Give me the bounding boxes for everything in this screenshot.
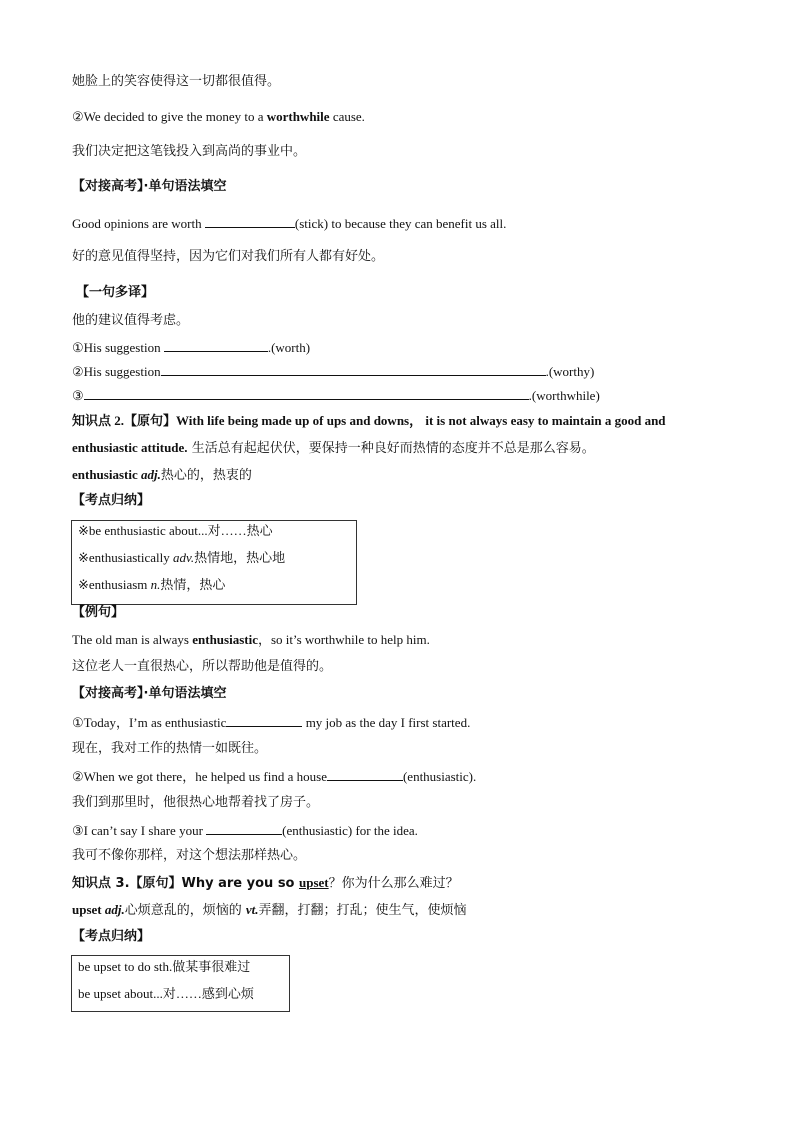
answer-blank[interactable]: [164, 337, 268, 352]
prompt-sentence: 他的建议值得考虑。: [72, 313, 190, 328]
section-heading: 【对接高考】·单句语法填空: [72, 179, 227, 194]
fill-in-question: Good opinions are worth (stick) to because they can benefit us all.: [72, 213, 506, 234]
vocab-definition: enthusiastic adj.热心的，热衷的: [72, 467, 252, 483]
section-heading: 【对接高考】·单句语法填空: [72, 686, 227, 701]
fill-in-question: ③I can’t say I share your (enthusiastic) for the idea.: [72, 820, 418, 841]
answer-blank[interactable]: [161, 361, 546, 376]
translation-line: 好的意见值得坚持，因为它们对我们所有人都有好处。: [72, 249, 385, 264]
knowledge-point-heading: 知识点 3.【原句】Why are you so upset？你为什么那么难过？: [72, 875, 459, 891]
translation-line: 我们到那里时，他很热心地帮着找了房子。: [72, 795, 320, 810]
translation-line: 现在，我对工作的热情一如既往。: [72, 741, 268, 756]
translation-line: 她脸上的笑容使得这一切都很值得。: [72, 74, 281, 89]
key-point: be upset about...对……感到心烦: [78, 986, 254, 1001]
answer-blank[interactable]: [327, 766, 403, 781]
translation-line: 我可不像你那样，对这个想法那样热心。: [72, 848, 307, 863]
key-points-box: [71, 955, 290, 1012]
answer-blank[interactable]: [206, 820, 282, 835]
knowledge-point-heading: 知识点 2.【原句】With life being made up of ups and downs， it is not always easy to maintain a good and: [72, 413, 666, 428]
key-points-box: [71, 520, 357, 605]
key-point: ※enthusiasm n.热情，热心: [78, 577, 226, 593]
translation-question: ②His suggestion .(worthy): [72, 361, 594, 382]
answer-blank[interactable]: [205, 213, 295, 228]
vocab-definition: upset adj.心烦意乱的，烦恼的 vt.弄翻，打翻；打乱；使生气，使烦恼: [72, 902, 467, 918]
key-point: ※be enthusiastic about...对……热心: [78, 523, 273, 538]
section-heading: 【考点归纳】: [72, 493, 151, 508]
translation-question: ③ .(worthwhile): [72, 385, 600, 406]
translation-line: 这位老人一直很热心，所以帮助他是值得的。: [72, 659, 333, 674]
example-sentence: The old man is always enthusiastic，so it’s worthwhile to help him.: [72, 632, 430, 647]
section-heading: 【一句多译】: [76, 285, 155, 300]
knowledge-point-heading: enthusiastic attitude. 生活总有起起伏伏，要保持一种良好而热情的态度并不总是那么容易。: [72, 440, 595, 456]
answer-blank[interactable]: [226, 712, 302, 727]
key-point: ※enthusiastically adv.热情地，热心地: [78, 550, 286, 566]
key-point: be upset to do sth.做某事很难过: [78, 959, 251, 974]
fill-in-question: ②When we got there，he helped us find a house (enthusiastic).: [72, 766, 476, 787]
translation-line: 我们决定把这笔钱投入到高尚的事业中。: [72, 144, 307, 159]
translation-question: ①His suggestion .(worth): [72, 337, 310, 358]
section-heading: 【例句】: [72, 605, 125, 620]
example-sentence: ②We decided to give the money to a worthwhile cause.: [72, 109, 365, 124]
answer-blank[interactable]: [84, 385, 529, 400]
section-heading: 【考点归纳】: [72, 929, 151, 944]
fill-in-question: ①Today，I’m as enthusiastic my job as the day I first started.: [72, 712, 470, 733]
